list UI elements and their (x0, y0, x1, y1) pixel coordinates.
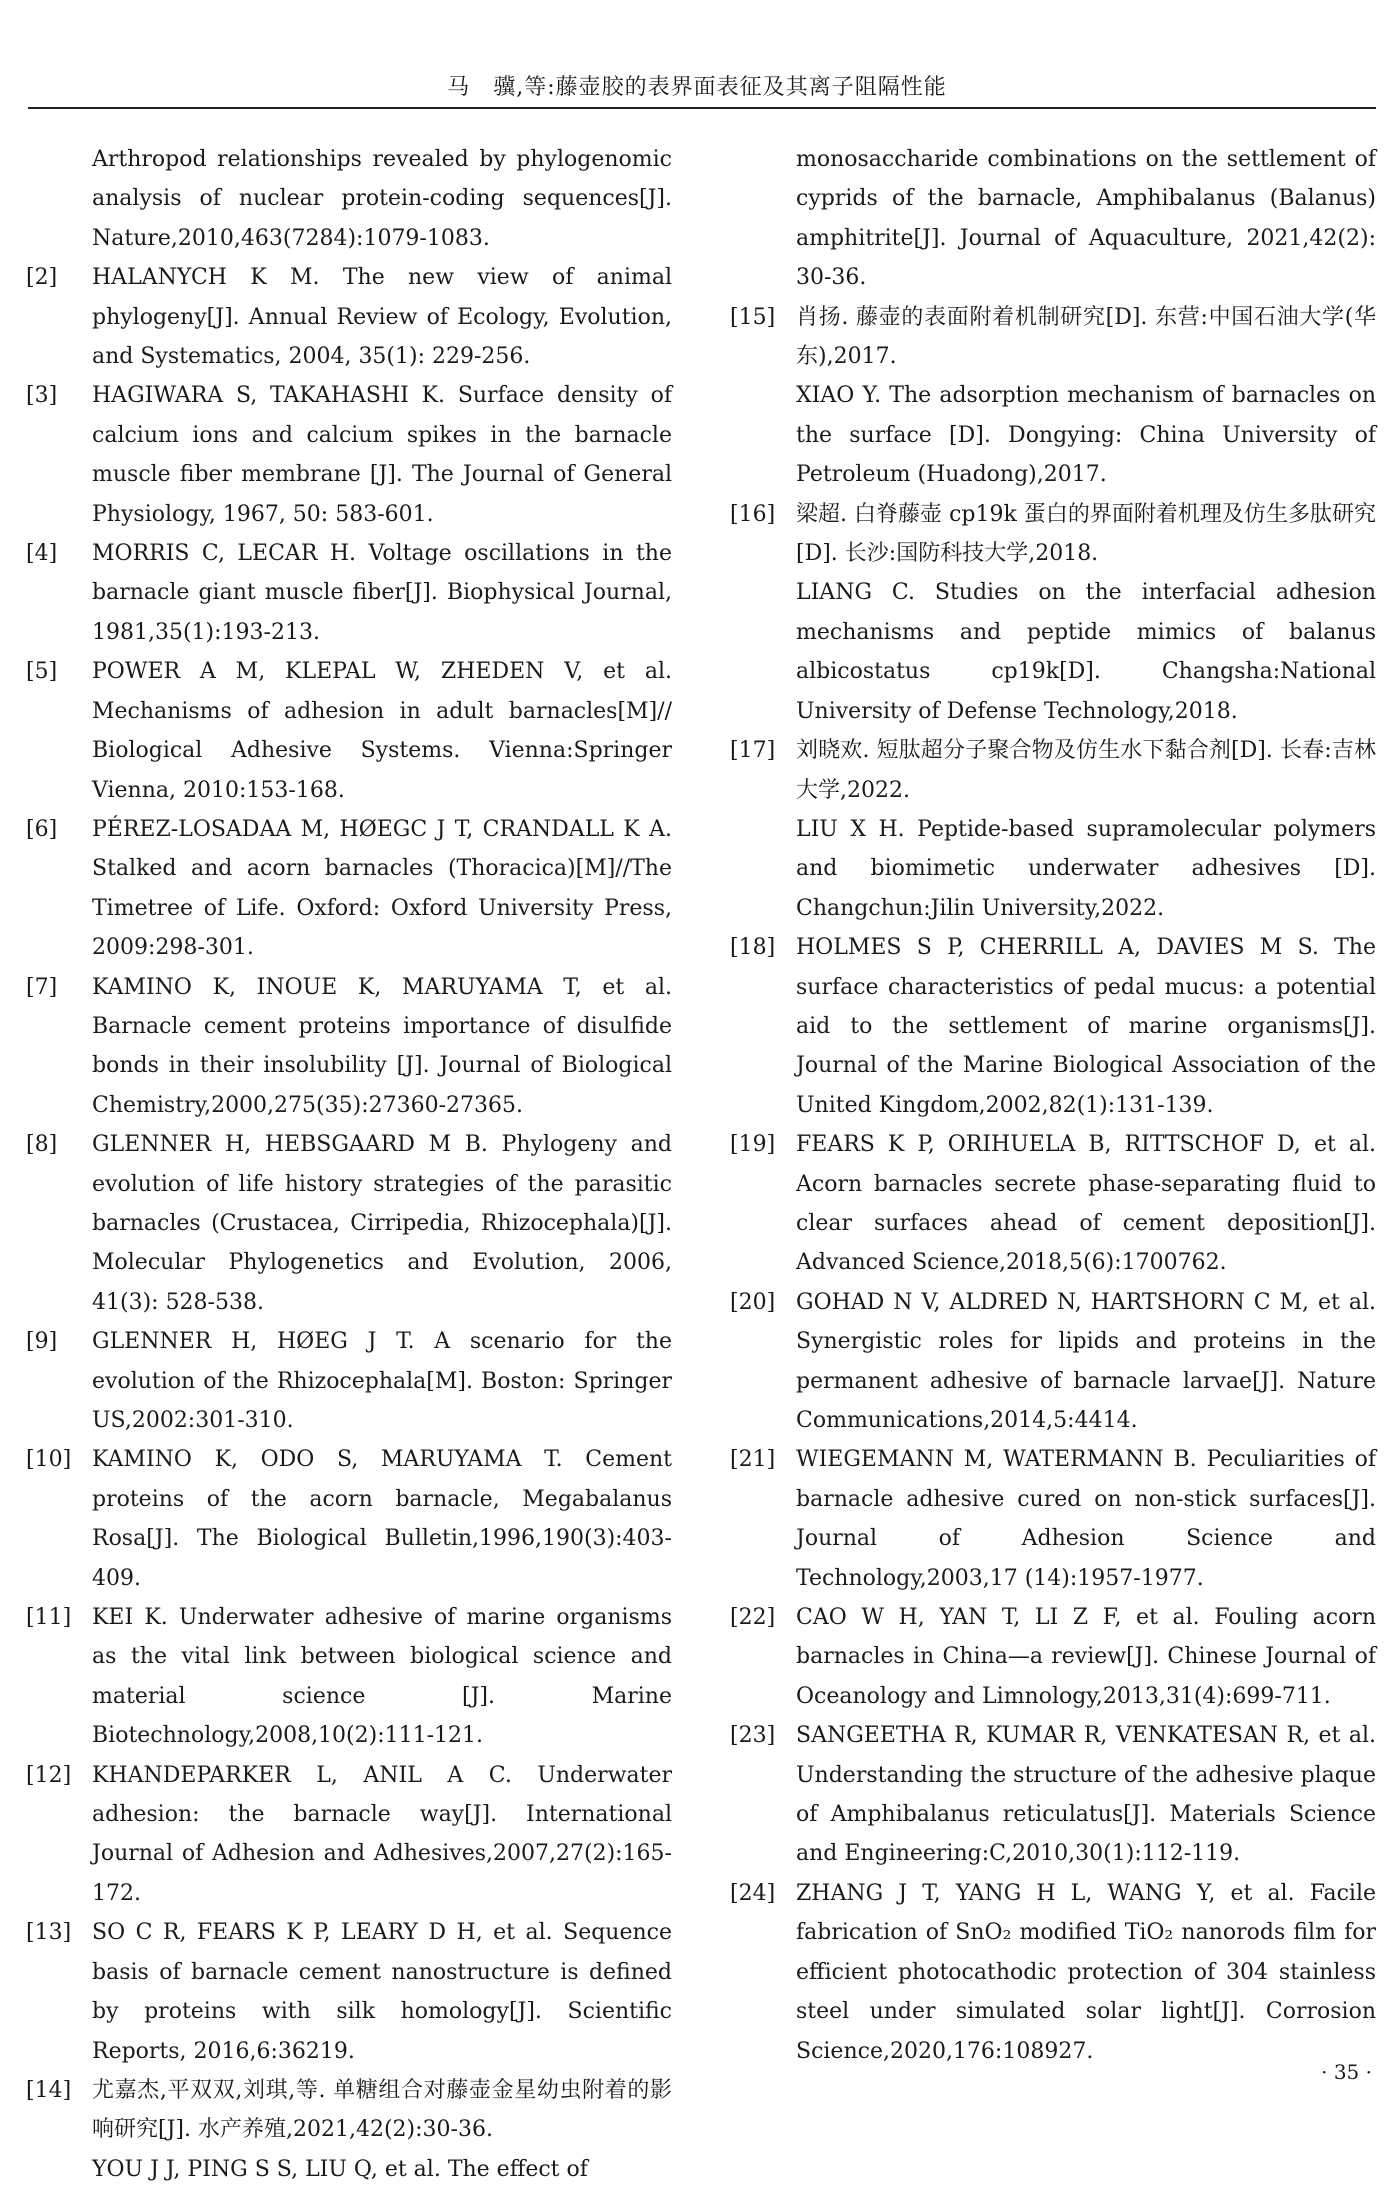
reference-item (26, 2071, 672, 2189)
reference-text: monosaccharide combinations on the settlement of cyprids of the barnacle, Amphibalanus (Balanus) amphitrite[J]. Journal of Aquaculture, 2021,42(2): 30-36. (796, 147, 1376, 291)
reference-number: [24] (730, 1880, 776, 1906)
reference-item (730, 298, 1376, 495)
reference-number: [12] (26, 1762, 72, 1788)
reference-text: HAGIWARA S, TAKAHASHI K. Surface density of calcium ions and calcium spikes in the barnacle muscle fiber membrane [J]. The Journal of General Physiology, 1967, 50: 583-601. (92, 383, 672, 527)
reference-number: [5] (26, 659, 58, 685)
reference-text: SANGEETHA R, KUMAR R, VENKATESAN R, et al. Understanding the structure of the adhesive plaque of Amphibalanus reticulatus[J]. Materials Science and Engineering:C,2010,30(1):112-119. (796, 1723, 1376, 1867)
reference-text: MORRIS C, LECAR H. Voltage oscillations in the barnacle giant muscle fiber[J]. Biophysical Journal, 1981,35(1):193-213. (92, 541, 672, 645)
reference-text: POWER A M, KLEPAL W, ZHEDEN V, et al. Mechanisms of adhesion in adult barnacles[M]// Biological Adhesive Systems. Vienna:Springer Vienna, 2010:153-168. (92, 659, 672, 803)
reference-text: 肖扬. 藤壶的表面附着机制研究[D]. 东营:中国石油大学(华东),2017. (796, 304, 1376, 370)
reference-number: [4] (26, 541, 58, 567)
header-rule (28, 107, 1376, 109)
reference-text: HOLMES S P, CHERRILL A, DAVIES M S. The surface characteristics of pedal mucus: a potential aid to the settlement of marine organisms[J]. Journal of the Marine Biological Association of the United Kingdom,2002,82(1):131-139. (796, 935, 1376, 1118)
reference-text: Arthropod relationships revealed by phylogenomic analysis of nuclear protein-coding sequences[J]. Nature,2010,463(7284):1079-1083. (92, 147, 672, 251)
reference-text: 刘晓欢. 短肽超分子聚合物及仿生水下黏合剂[D]. 长春:吉林大学,2022. (796, 738, 1376, 803)
reference-item (26, 1598, 672, 1756)
reference-text: GLENNER H, HØEG J T. A scenario for the evolution of the Rhizocephala[M]. Boston: Springer US,2002:301-310. (92, 1329, 672, 1433)
reference-item (26, 810, 672, 968)
reference-text: KEI K. Underwater adhesive of marine organisms as the vital link between biological science and material science [J]. Marine Biotechnology,2008,10(2):111-121. (92, 1605, 672, 1749)
reference-text: 尤嘉杰,平双双,刘琪,等. 单糖组合对藤壶金星幼虫附着的影响研究[J]. 水产养殖,2021,42(2):30-36. (92, 2077, 672, 2143)
reference-number: [8] (26, 1132, 58, 1158)
reference-number: [11] (26, 1605, 72, 1631)
reference-text: GLENNER H, HEBSGAARD M B. Phylogeny and evolution of life history strategies of the parasitic barnacles (Crustacea, Cirripedia, Rhizocephala)[J]. Molecular Phylogenetics and Evolution, 2006, 41(3): 528-538. (92, 1132, 672, 1315)
reference-item (730, 1283, 1376, 1441)
reference-number: [15] (730, 304, 776, 330)
reference-number: [6] (26, 816, 58, 842)
reference-item (26, 652, 672, 810)
reference-number: [22] (730, 1605, 776, 1631)
reference-item (26, 1913, 672, 2071)
reference-text: HALANYCH K M. The new view of animal phylogeny[J]. Annual Review of Ecology, Evolution, and Systematics, 2004, 35(1): 229-256. (92, 265, 672, 370)
reference-column-right (730, 140, 1376, 2071)
reference-text: SO C R, FEARS K P, LEARY D H, et al. Sequence basis of barnacle cement nanostructure is defined by proteins with silk homology[J]. Scientific Reports, 2016,6:36219. (92, 1920, 672, 2064)
reference-number: [21] (730, 1447, 776, 1473)
reference-item (26, 968, 672, 1126)
reference-item (26, 376, 672, 534)
reference-item (730, 731, 1376, 928)
page-number: · 35 · (1321, 2060, 1372, 2084)
reference-item (730, 1125, 1376, 1283)
reference-number: [23] (730, 1723, 776, 1749)
reference-item (730, 140, 1376, 298)
reference-item (26, 1125, 672, 1322)
reference-text: ZHANG J T, YANG H L, WANG Y, et al. Facile fabrication of SnO₂ modified TiO₂ nanorods film for efficient photocathodic protection of 304 stainless steel under simulated solar light[J]. Corrosion Science,2020,176:108927. (796, 1880, 1376, 2064)
reference-number: [10] (26, 1447, 72, 1473)
reference-column-left (26, 140, 672, 2189)
reference-item (26, 140, 672, 258)
reference-text: KAMINO K, INOUE K, MARUYAMA T, et al. Barnacle cement proteins importance of disulfide bonds in their insolubility [J]. Journal of Biological Chemistry,2000,275(35):27360-27365. (92, 974, 672, 1118)
reference-text: FEARS K P, ORIHUELA B, RITTSCHOF D, et al. Acorn barnacles secrete phase-separating fluid to clear surfaces ahead of cement deposition[J]. Advanced Science,2018,5(6):1700762. (796, 1132, 1376, 1276)
reference-translation: LIANG C. Studies on the interfacial adhesion mechanisms and peptide mimics of balanus albicostatus cp19k[D]. Changsha:National University of Defense Technology,2018. (796, 580, 1376, 724)
reference-item (730, 495, 1376, 731)
reference-text: PÉREZ-LOSADAA M, HØEGC J T, CRANDALL K A. Stalked and acorn barnacles (Thoracica)[M]//The Timetree of Life. Oxford: Oxford University Press, 2009:298-301. (92, 816, 672, 961)
reference-number: [2] (26, 265, 58, 291)
reference-item (26, 1440, 672, 1598)
reference-translation: YOU J J, PING S S, LIU Q, et al. The effect of (92, 2156, 588, 2182)
reference-number: [16] (730, 501, 776, 527)
reference-number: [3] (26, 383, 58, 409)
reference-item (730, 928, 1376, 1125)
reference-number: [17] (730, 738, 776, 764)
reference-item (26, 534, 672, 652)
reference-number: [9] (26, 1329, 58, 1355)
reference-item (26, 258, 672, 376)
running-title: 马 骥,等:藤壶胶的表界面表征及其离子阻隔性能 (447, 75, 947, 100)
reference-item (730, 1874, 1376, 2071)
reference-item (730, 1716, 1376, 1874)
reference-number: [19] (730, 1132, 776, 1158)
reference-text: CAO W H, YAN T, LI Z F, et al. Fouling acorn barnacles in China—a review[J]. Chinese Journal of Oceanology and Limnology,2013,31(4):699-711. (796, 1605, 1376, 1709)
reference-translation: XIAO Y. The adsorption mechanism of barnacles on the surface [D]. Dongying: China University of Petroleum (Huadong),2017. (796, 383, 1376, 488)
reference-number: [20] (730, 1289, 776, 1315)
reference-item (26, 1756, 672, 1914)
reference-number: [14] (26, 2077, 72, 2103)
reference-number: [13] (26, 1920, 72, 1946)
reference-number: [7] (26, 974, 58, 1000)
reference-text: KAMINO K, ODO S, MARUYAMA T. Cement proteins of the acorn barnacle, Megabalanus Rosa[J]. The Biological Bulletin,1996,190(3):403-409. (92, 1447, 672, 1591)
reference-item (730, 1440, 1376, 1598)
reference-item (730, 1598, 1376, 1716)
reference-item (26, 1322, 672, 1440)
reference-text: KHANDEPARKER L, ANIL A C. Underwater adhesion: the barnacle way[J]. International Journal of Adhesion and Adhesives,2007,27(2):165-172. (92, 1762, 672, 1906)
reference-text: WIEGEMANN M, WATERMANN B. Peculiarities of barnacle adhesive cured on non-stick surfaces[J]. Journal of Adhesion Science and Technology,2003,17 (14):1957-1977. (796, 1447, 1376, 1591)
reference-text: 梁超. 白脊藤壶 cp19k 蛋白的界面附着机理及仿生多肽研究[D]. 长沙:国防科技大学,2018. (796, 501, 1376, 567)
reference-number: [18] (730, 935, 776, 961)
reference-text: GOHAD N V, ALDRED N, HARTSHORN C M, et al. Synergistic roles for lipids and proteins in the permanent adhesive of barnacle larvae[J]. Nature Communications,2014,5:4414. (796, 1289, 1376, 1433)
reference-translation: LIU X H. Peptide-based supramolecular polymers and biomimetic underwater adhesives [D]. Changchun:Jilin University,2022. (796, 816, 1376, 921)
